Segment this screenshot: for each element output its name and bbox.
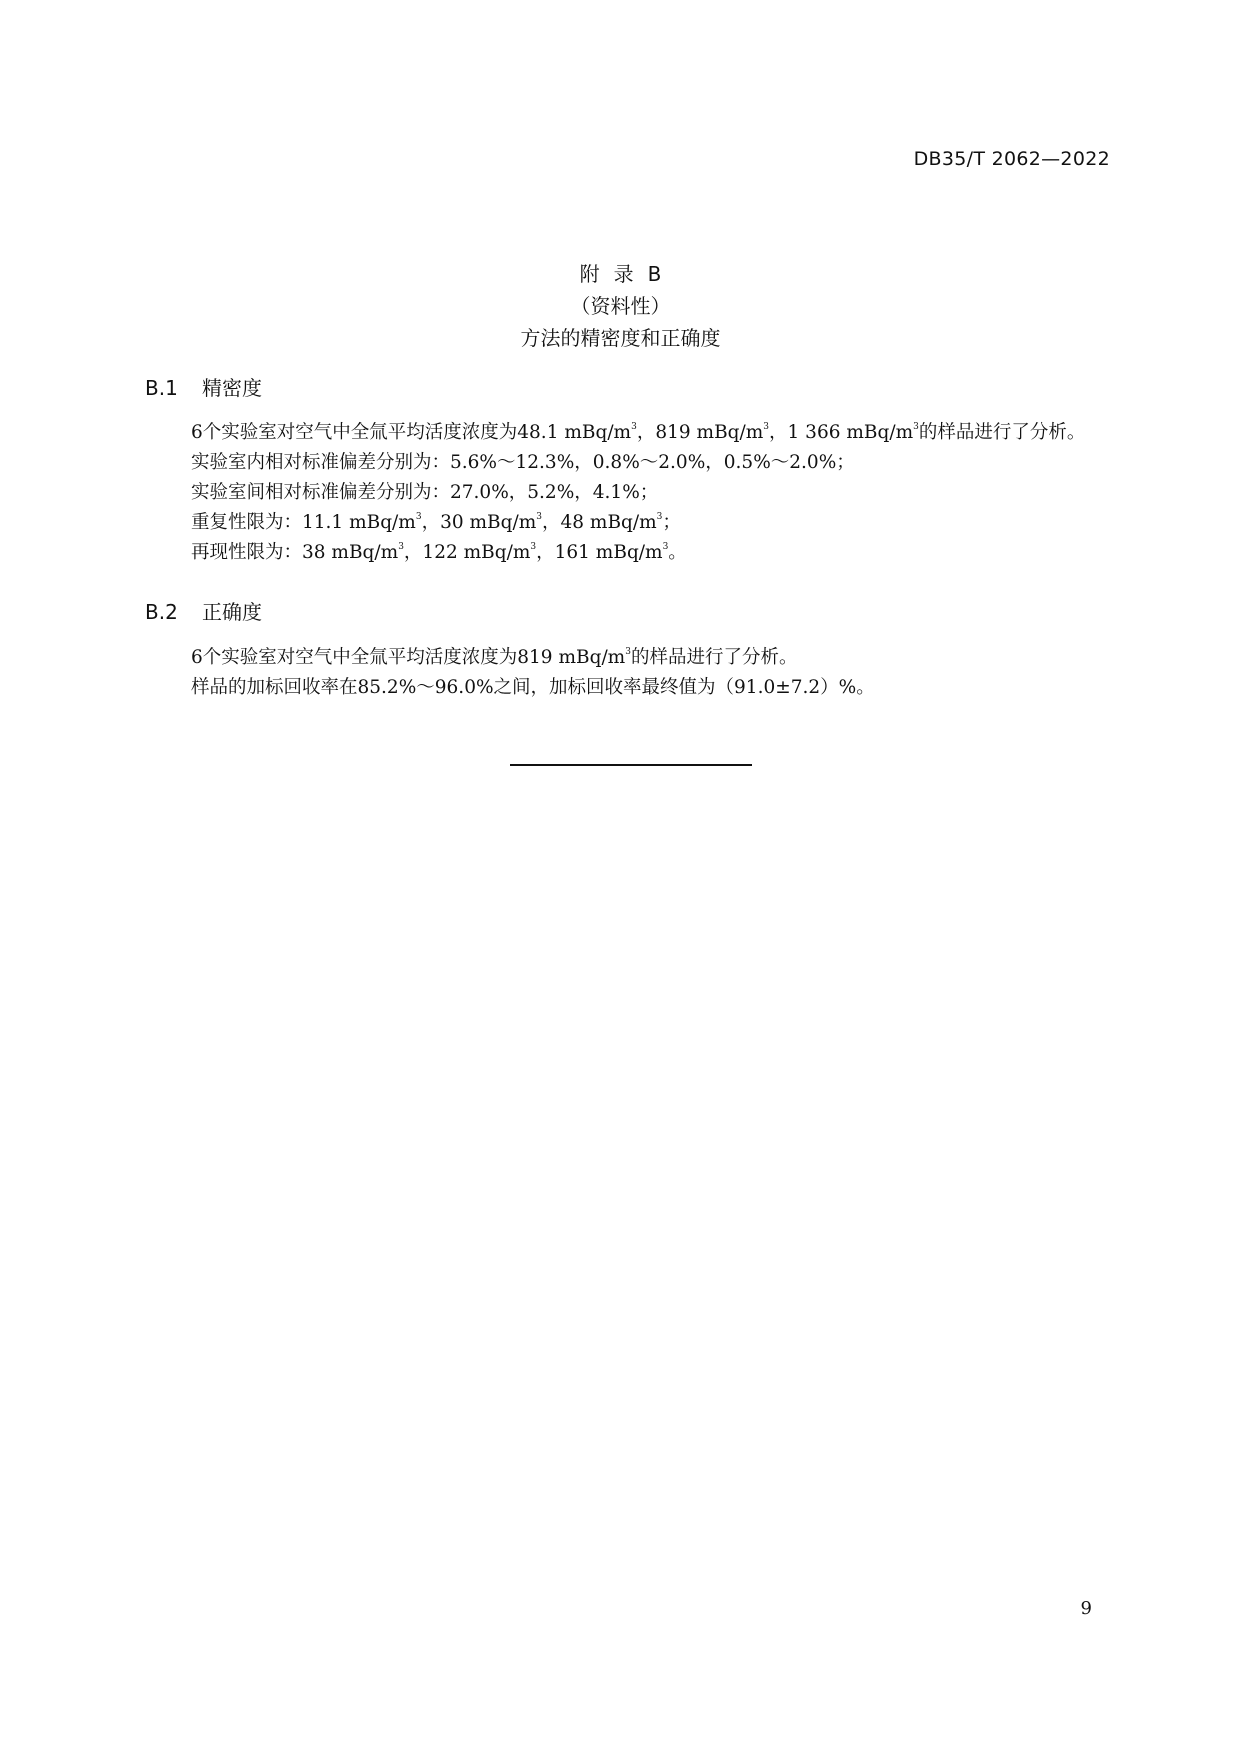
paragraph-line [191, 643, 875, 673]
annex-type: （资料性） [570, 294, 671, 318]
text-run: ，48 mBq/m [541, 512, 657, 533]
section-title: 精密度 [202, 376, 262, 400]
paragraph-line [191, 448, 1085, 478]
superscript: 3 [656, 512, 663, 522]
annex-title: 方法的精密度和正确度 [520, 326, 721, 350]
section-number: B.1 [145, 376, 178, 400]
section-title: 正确度 [202, 600, 262, 624]
annex-label: 附录B [579, 262, 676, 286]
annex-heading [0, 258, 1241, 354]
text-run: 实验室间相对标准偏差分别为：27.0%，5.2%，4.1%； [191, 482, 659, 503]
text-run: ； [662, 512, 681, 533]
paragraph-line [191, 418, 1085, 448]
superscript: 3 [625, 647, 631, 657]
superscript: 3 [913, 422, 919, 432]
section-b2-body [191, 643, 875, 703]
end-rule [510, 764, 752, 766]
section-b1-body [191, 418, 1085, 568]
text-run: ，122 mBq/m [403, 542, 531, 563]
paragraph-line [191, 478, 1085, 508]
text-run: 的样品进行了分析。 [630, 647, 798, 668]
superscript: 3 [662, 542, 669, 552]
text-run: 6个实验室对空气中全氚平均活度浓度为819 mBq/m [191, 647, 626, 668]
section-number: B.2 [145, 600, 178, 624]
superscript: 3 [398, 542, 404, 552]
superscript: 3 [530, 542, 537, 552]
superscript: 3 [536, 512, 542, 522]
text-run: 实验室内相对标准偏差分别为：5.6%～12.3%，0.8%～2.0%，0.5%～2.0%； [191, 452, 855, 473]
text-run: 样品的加标回收率在85.2%～96.0%之间，加标回收率最终值为（91.0±7.2）%。 [191, 677, 875, 698]
text-run: ，1 366 mBq/m [769, 422, 914, 443]
paragraph-line [191, 673, 875, 703]
superscript: 3 [631, 422, 637, 432]
section-heading-b1 [145, 374, 262, 402]
page-number: 9 [1080, 1598, 1092, 1619]
text-run: ，819 mBq/m [636, 422, 764, 443]
superscript: 3 [763, 422, 770, 432]
section-heading-b2 [145, 598, 262, 626]
document-code: DB35/T 2062—2022 [913, 148, 1110, 170]
text-run: 。 [668, 542, 687, 563]
text-run: 的样品进行了分析。 [918, 422, 1086, 443]
paragraph-line [191, 538, 1085, 568]
paragraph-line [191, 508, 1085, 538]
text-run: 再现性限为：38 mBq/m [191, 542, 399, 563]
text-run: ，161 mBq/m [536, 542, 663, 563]
text-run: ，30 mBq/m [421, 512, 537, 533]
text-run: 6个实验室对空气中全氚平均活度浓度为48.1 mBq/m [191, 422, 632, 443]
superscript: 3 [415, 512, 422, 522]
text-run: 重复性限为：11.1 mBq/m [191, 512, 416, 533]
